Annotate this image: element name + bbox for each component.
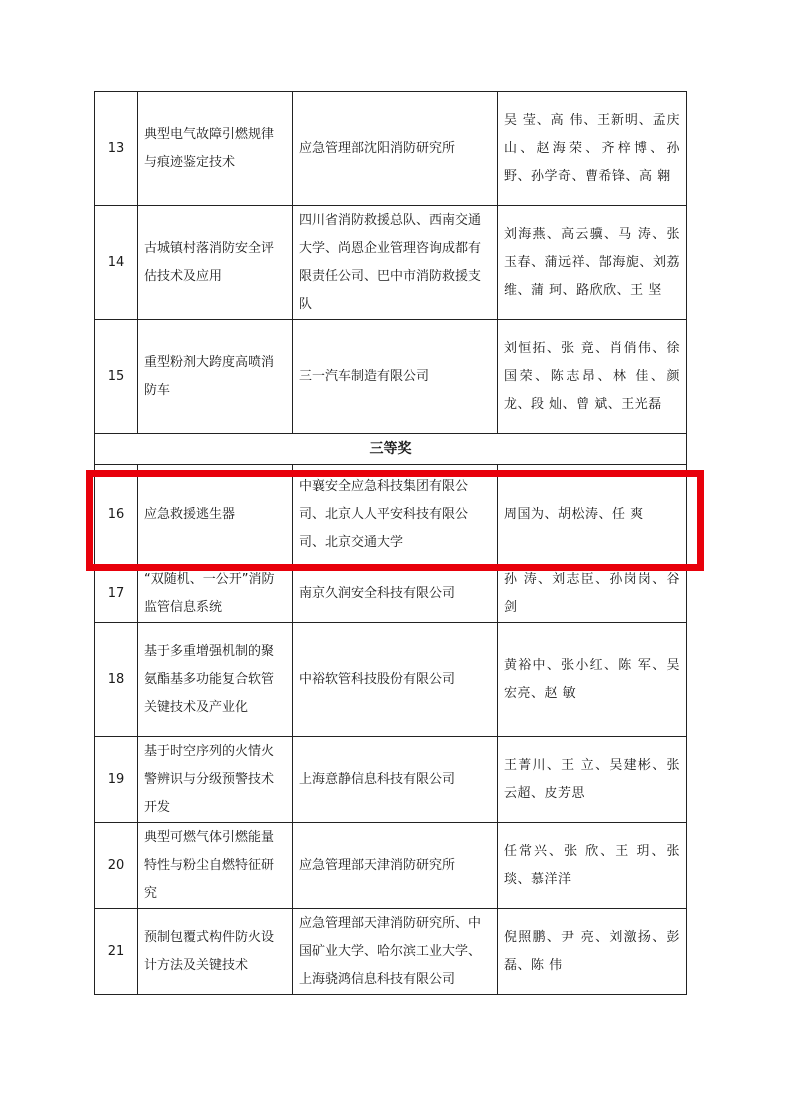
people-list: 刘恒拓、张 竟、肖俏伟、徐国荣、陈志昂、林 佳、颜 龙、段 灿、曾 斌、王光磊 [498, 320, 687, 434]
unit-name: 应急管理部天津消防研究所 [293, 823, 498, 909]
project-name: 重型粉剂大跨度高喷消防车 [138, 320, 293, 434]
people-list: 倪照鹏、尹 亮、刘激扬、彭 磊、陈 伟 [498, 909, 687, 995]
people-list: 周国为、胡松涛、任 爽 [498, 465, 687, 565]
row-number: 16 [95, 465, 138, 565]
section-title: 三等奖 [95, 434, 687, 465]
unit-name: 应急管理部天津消防研究所、中国矿业大学、哈尔滨工业大学、上海骁鸿信息科技有限公司 [293, 909, 498, 995]
row-number: 17 [95, 565, 138, 623]
people-list: 孙 涛、刘志臣、孙岗岗、谷 剑 [498, 565, 687, 623]
unit-name: 上海意静信息科技有限公司 [293, 737, 498, 823]
row-number: 14 [95, 206, 138, 320]
people-list: 任常兴、张 欣、王 玥、张 琰、慕洋洋 [498, 823, 687, 909]
row-number: 15 [95, 320, 138, 434]
unit-name: 中裕软管科技股份有限公司 [293, 623, 498, 737]
table-row [95, 565, 687, 623]
table-row [95, 737, 687, 823]
project-name: “双随机、一公开”消防监管信息系统 [138, 565, 293, 623]
people-list: 黄裕中、张小红、陈 军、吴宏亮、赵 敏 [498, 623, 687, 737]
unit-name: 四川省消防救援总队、西南交通大学、尚恩企业管理咨询成都有限责任公司、巴中市消防救援支队 [293, 206, 498, 320]
awards-table [94, 91, 687, 995]
people-list: 刘海燕、高云骥、马 涛、张玉春、蒲远祥、郜海旎、刘荔维、蒲 珂、路欣欣、王 坚 [498, 206, 687, 320]
row-number: 13 [95, 92, 138, 206]
unit-name: 应急管理部沈阳消防研究所 [293, 92, 498, 206]
table-row [95, 909, 687, 995]
unit-name: 南京久润安全科技有限公司 [293, 565, 498, 623]
table-row [95, 465, 687, 565]
table-row [95, 823, 687, 909]
project-name: 古城镇村落消防安全评估技术及应用 [138, 206, 293, 320]
table-row [95, 92, 687, 206]
row-number: 18 [95, 623, 138, 737]
people-list: 吴 莹、高 伟、王新明、孟庆山、赵海荣、齐梓博、孙 野、孙学奇、曹希锋、高 翱 [498, 92, 687, 206]
project-name: 应急救援逃生器 [138, 465, 293, 565]
project-name: 典型可燃气体引燃能量特性与粉尘自燃特征研究 [138, 823, 293, 909]
project-name: 基于多重增强机制的聚氨酯基多功能复合软管关键技术及产业化 [138, 623, 293, 737]
project-name: 典型电气故障引燃规律与痕迹鉴定技术 [138, 92, 293, 206]
unit-name: 三一汽车制造有限公司 [293, 320, 498, 434]
project-name: 预制包覆式构件防火设计方法及关键技术 [138, 909, 293, 995]
row-number: 20 [95, 823, 138, 909]
row-number: 21 [95, 909, 138, 995]
section-header-row [95, 434, 687, 465]
table-row [95, 320, 687, 434]
table-row [95, 623, 687, 737]
unit-name: 中襄安全应急科技集团有限公司、北京人人平安科技有限公司、北京交通大学 [293, 465, 498, 565]
row-number: 19 [95, 737, 138, 823]
project-name: 基于时空序列的火情火警辨识与分级预警技术开发 [138, 737, 293, 823]
people-list: 王菁川、王 立、吴建彬、张云超、皮芳思 [498, 737, 687, 823]
table-row [95, 206, 687, 320]
